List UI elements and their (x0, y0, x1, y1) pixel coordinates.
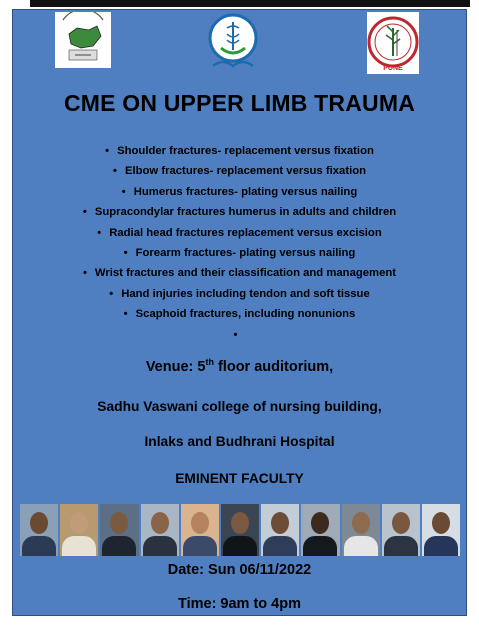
event-date: Date: Sun 06/11/2022 (167, 562, 312, 578)
bullet: • (112, 165, 117, 178)
topic-item (13, 141, 466, 161)
faculty-photo (181, 504, 219, 556)
faculty-photo (422, 504, 460, 556)
topic-text: Supracondylar fractures humerus in adults and children (94, 206, 397, 219)
venue-suffix: floor auditorium, (213, 358, 334, 375)
topic-item (13, 223, 466, 243)
bullet: • (82, 206, 87, 219)
bullet: • (123, 246, 128, 259)
faculty-photo (141, 504, 179, 556)
topic-text: Hand injuries including tendon and soft tissue (121, 287, 370, 300)
faculty-photo (261, 504, 299, 556)
faculty-photo (301, 504, 339, 556)
bullet: • (97, 226, 102, 239)
top-black-bar (30, 0, 470, 7)
pune-orthopaedic-society-logo (367, 12, 419, 74)
tree-of-andry-icon (367, 12, 419, 74)
topic-item (13, 304, 466, 324)
map-emblem-icon (55, 12, 111, 68)
topic-text: Shoulder fractures- replacement versus fixation (117, 145, 374, 157)
faculty-photo (60, 504, 98, 556)
topic-list (13, 141, 466, 345)
topic-item (13, 243, 466, 263)
topic-text: Radial head fractures replacement versus excision (109, 226, 382, 239)
faculty-photo-strip (20, 504, 460, 556)
topic-item-empty (13, 325, 466, 345)
topic-text: Wrist fractures and their classification and management (94, 267, 397, 280)
topic-text: Humerus fractures- plating versus nailing (133, 185, 358, 198)
address-line-1: Sadhu Vaswani college of nursing building, (97, 399, 382, 414)
bullet: • (121, 185, 126, 198)
svg-text:PUNE: PUNE (383, 65, 403, 72)
faculty-photo (382, 504, 420, 556)
caduceus-icon (207, 12, 259, 74)
topic-text: Elbow fractures- replacement versus fixation (124, 165, 367, 178)
faculty-photo (100, 504, 138, 556)
faculty-photo (20, 504, 58, 556)
address-line-2: Inlaks and Budhrani Hospital (144, 434, 335, 449)
venue-superscript: th (205, 357, 214, 367)
maharashtra-ortho-association-logo (55, 12, 111, 68)
poster-title: CME ON UPPER LIMB TRAUMA (63, 90, 416, 116)
topic-item (13, 263, 466, 283)
topic-text: Forearm fractures- plating versus nailing (135, 246, 356, 259)
venue-line (13, 357, 466, 375)
topic-item (13, 161, 466, 181)
bullet: • (109, 287, 114, 300)
topic-item (13, 284, 466, 304)
venue-prefix: Venue: 5 (145, 358, 206, 375)
bullet: • (233, 328, 238, 341)
center-medical-logo (207, 12, 259, 74)
topic-item (13, 202, 466, 222)
bullet: • (123, 308, 128, 321)
bullet: • (105, 145, 110, 157)
cme-poster (12, 9, 467, 616)
faculty-photo (221, 504, 259, 556)
bullet: • (82, 267, 87, 280)
faculty-heading: EMINENT FACULTY (175, 471, 304, 486)
topic-item (13, 182, 466, 202)
event-time: Time: 9am to 4pm (177, 596, 302, 612)
topic-text: Scaphoid fractures, including nonunions (135, 308, 356, 321)
faculty-photo (342, 504, 380, 556)
